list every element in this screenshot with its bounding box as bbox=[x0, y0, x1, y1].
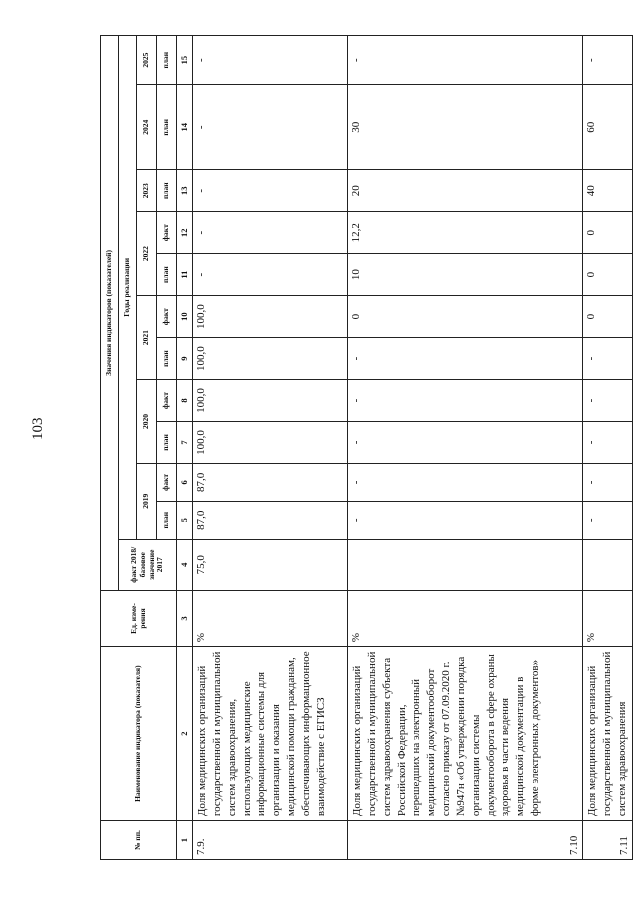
header-plan-2025: план bbox=[157, 36, 177, 85]
indicators-table bbox=[100, 35, 633, 860]
header-plan-2023: план bbox=[157, 170, 177, 212]
header-year-2025: 2025 bbox=[137, 36, 157, 85]
header-year-2019: 2019 bbox=[137, 463, 157, 539]
value-cell: - bbox=[583, 36, 633, 85]
value-cell bbox=[583, 539, 633, 590]
row-unit: % bbox=[348, 590, 583, 646]
value-cell bbox=[348, 539, 583, 590]
value-cell: 100,0 bbox=[193, 296, 348, 338]
value-cell: 100,0 bbox=[193, 380, 348, 422]
value-cell: - bbox=[583, 380, 633, 422]
value-cell: 12,2 bbox=[348, 212, 583, 254]
value-cell: - bbox=[193, 85, 348, 170]
value-cell: 87,0 bbox=[193, 501, 348, 539]
value-cell: 0 bbox=[583, 296, 633, 338]
header-years-group: Годы реализации bbox=[119, 36, 137, 540]
header-fact-2022: факт bbox=[157, 212, 177, 254]
value-cell: 0 bbox=[583, 212, 633, 254]
row-no: 7.11 bbox=[583, 821, 633, 860]
value-cell: - bbox=[193, 212, 348, 254]
value-cell: 87,0 bbox=[193, 463, 348, 501]
row-no: 7.9. bbox=[193, 821, 348, 860]
column-number: 4 bbox=[177, 539, 193, 590]
value-cell: 100,0 bbox=[193, 421, 348, 463]
rotated-table-wrapper bbox=[100, 35, 630, 860]
header-plan-2021: план bbox=[157, 338, 177, 380]
header-year-2020: 2020 bbox=[137, 380, 157, 464]
value-cell: - bbox=[583, 463, 633, 501]
header-values-group: Значения индикаторов (показателей) bbox=[101, 36, 119, 591]
value-cell: 100,0 bbox=[193, 338, 348, 380]
header-year-2022: 2022 bbox=[137, 212, 157, 296]
column-number: 11 bbox=[177, 254, 193, 296]
header-fact-2019: факт bbox=[157, 463, 177, 501]
page-number: 103 bbox=[30, 417, 46, 440]
column-number: 15 bbox=[177, 36, 193, 85]
value-cell: 10 bbox=[348, 254, 583, 296]
value-cell: - bbox=[193, 254, 348, 296]
value-cell: - bbox=[583, 338, 633, 380]
header-plan-2024: план bbox=[157, 85, 177, 170]
column-number: 3 bbox=[177, 590, 193, 646]
row-unit: % bbox=[583, 590, 633, 646]
value-cell: 0 bbox=[348, 296, 583, 338]
row-no: 7.10 bbox=[348, 821, 583, 860]
value-cell: 0 bbox=[583, 254, 633, 296]
value-cell: - bbox=[193, 170, 348, 212]
value-cell: 75,0 bbox=[193, 539, 348, 590]
column-number: 5 bbox=[177, 501, 193, 539]
column-number: 2 bbox=[177, 647, 193, 821]
column-numbers-row bbox=[177, 36, 193, 860]
header-plan-2020: план bbox=[157, 421, 177, 463]
value-cell: - bbox=[348, 380, 583, 422]
column-number: 10 bbox=[177, 296, 193, 338]
value-cell: 20 bbox=[348, 170, 583, 212]
column-number: 1 bbox=[177, 821, 193, 860]
table-row bbox=[348, 36, 583, 860]
column-number: 8 bbox=[177, 380, 193, 422]
value-cell: - bbox=[348, 463, 583, 501]
column-number: 14 bbox=[177, 85, 193, 170]
header-fact-2020: факт bbox=[157, 380, 177, 422]
header-unit: Ед. изме-рения bbox=[101, 590, 177, 646]
row-name: Доля медицинских организаций государственной и муниципальной систем здравоохранения bbox=[583, 647, 633, 821]
value-cell: - bbox=[348, 421, 583, 463]
table-row bbox=[583, 36, 633, 860]
column-number: 7 bbox=[177, 421, 193, 463]
header-plan-2019: план bbox=[157, 501, 177, 539]
header-fact-2021: факт bbox=[157, 296, 177, 338]
header-name: Наименование индикатора (показателя) bbox=[101, 647, 177, 821]
header-year-2024: 2024 bbox=[137, 85, 157, 170]
header-year-2023: 2023 bbox=[137, 170, 157, 212]
value-cell: - bbox=[583, 501, 633, 539]
value-cell: - bbox=[583, 421, 633, 463]
table-row bbox=[193, 36, 348, 860]
column-number: 6 bbox=[177, 463, 193, 501]
value-cell: 40 bbox=[583, 170, 633, 212]
header-fact-base: факт 2018/базовое значение 2017 bbox=[119, 539, 177, 590]
value-cell: 30 bbox=[348, 85, 583, 170]
row-name: Доля медицинских организаций государственной и муниципальной систем здравоохранения субъекта Российской Федерации, перешедших на электронный медицинский документооборот согласно приказу от 07.09.2020 г. №947н «Об утверждении порядка организации системы документооборота в сфере охраны здоровья в части ведения медицинской документации в форме электронных документов» bbox=[348, 647, 583, 821]
value-cell: - bbox=[193, 36, 348, 85]
value-cell: - bbox=[348, 36, 583, 85]
value-cell: 60 bbox=[583, 85, 633, 170]
column-number: 13 bbox=[177, 170, 193, 212]
header-plan-2022: план bbox=[157, 254, 177, 296]
header-year-2021: 2021 bbox=[137, 296, 157, 380]
column-number: 12 bbox=[177, 212, 193, 254]
header-no: № пп. bbox=[101, 821, 177, 860]
value-cell: - bbox=[348, 501, 583, 539]
column-number: 9 bbox=[177, 338, 193, 380]
row-unit: % bbox=[193, 590, 348, 646]
row-name: Доля медицинских организаций государственной и муниципальной систем здравоохранения, использующих медицинские информационные системы для организации и оказания медицинской помощи гражданам, обеспечивающих информационное взаимодействие с ЕГИСЗ bbox=[193, 647, 348, 821]
value-cell: - bbox=[348, 338, 583, 380]
